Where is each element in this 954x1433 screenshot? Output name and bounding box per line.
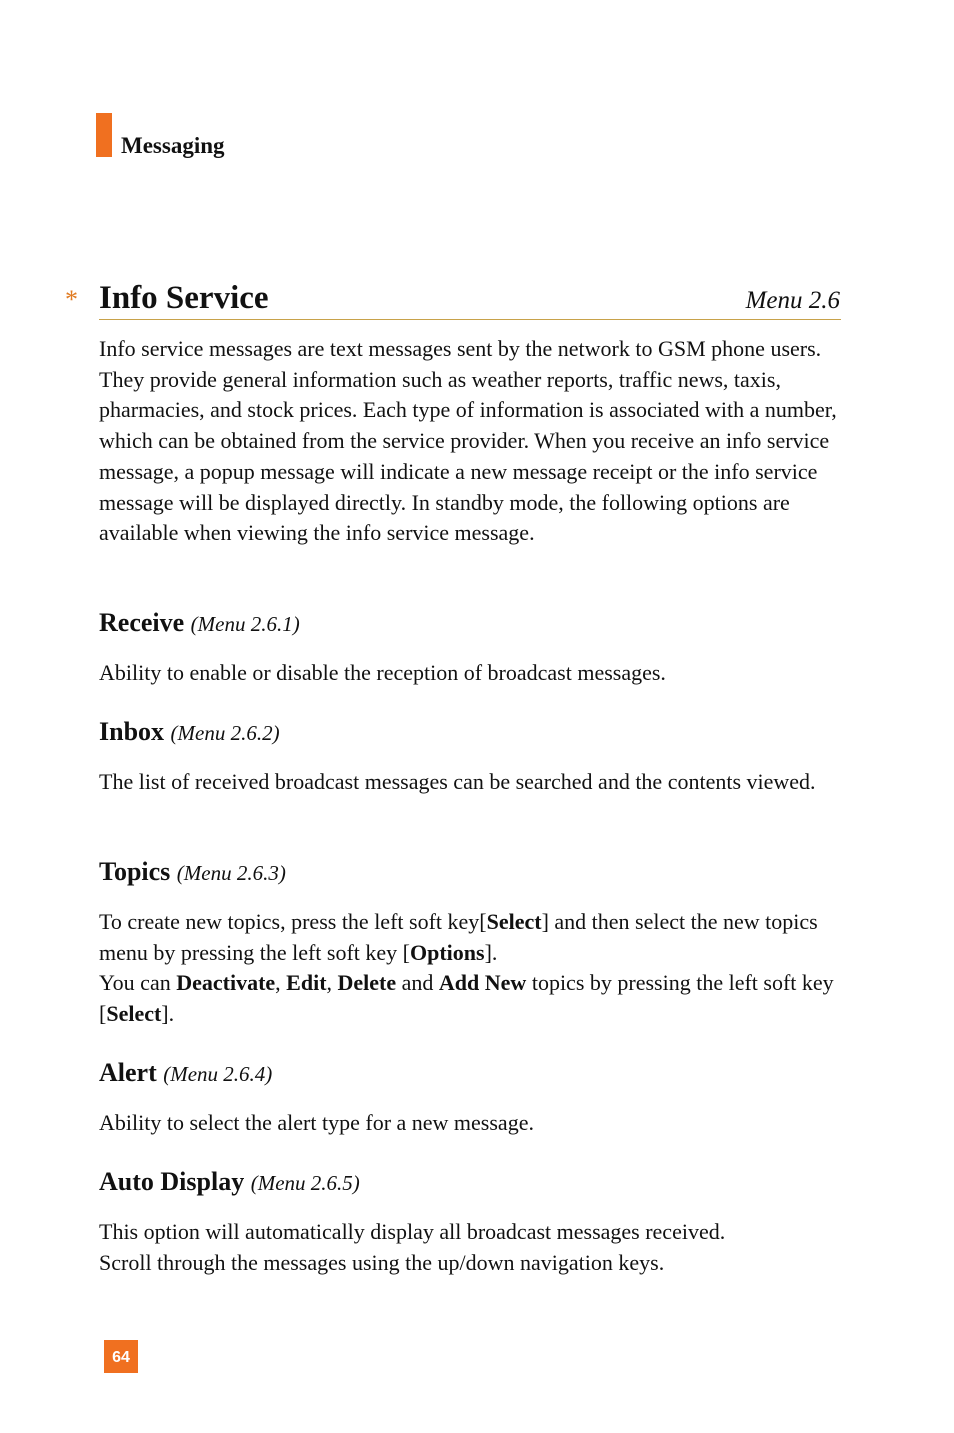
auto-display-line-2: Scroll through the messages using the up/down navigation keys. bbox=[99, 1249, 665, 1275]
topics-paragraph-1: To create new topics, press the left soft key[Select] and then select the new topics menu by pressing the left soft key [Options]. bbox=[99, 909, 818, 965]
topics-description bbox=[99, 907, 844, 1030]
heading-topics bbox=[99, 856, 286, 889]
heading-receive-menu: (Menu 2.6.1) bbox=[190, 612, 300, 636]
title-divider bbox=[99, 319, 841, 320]
page-title: Info Service bbox=[99, 280, 269, 316]
alert-description: Ability to select the alert type for a new message. bbox=[99, 1110, 534, 1135]
asterisk-icon: * bbox=[65, 285, 78, 314]
heading-alert-menu: (Menu 2.6.4) bbox=[163, 1062, 273, 1086]
heading-receive bbox=[99, 607, 300, 640]
heading-alert-title: Alert bbox=[99, 1058, 157, 1087]
heading-alert bbox=[99, 1057, 272, 1090]
heading-auto-display-title: Auto Display bbox=[99, 1167, 245, 1196]
delete-label: Delete bbox=[337, 970, 397, 996]
deactivate-label: Deactivate bbox=[176, 970, 276, 996]
heading-topics-menu: (Menu 2.6.3) bbox=[176, 861, 286, 885]
auto-display-line-1: This option will automatically display all broadcast messages received. bbox=[99, 1219, 726, 1244]
heading-auto-display bbox=[99, 1166, 360, 1199]
edit-label: Edit bbox=[286, 970, 327, 996]
intro-paragraph: Info service messages are text messages sent by the network to GSM phone users. They provide general information such as weather reports, traffic news, taxis, pharmacies, and stock prices. Each type of information is associated with a number, which can be obtained from the service provider. When you receive an info service message, a popup message will indicate a new message receipt or the info service message will be displayed directly. In standby mode, the following options are available when viewing the info service message. bbox=[99, 336, 837, 546]
topics-paragraph-2: You can Deactivate, Edit, Delete and Add New topics by pressing the left soft key [Select]. bbox=[99, 970, 834, 1027]
section-marker-bar bbox=[96, 113, 112, 157]
title-menu-ref: Menu 2.6 bbox=[745, 287, 840, 314]
section-label: Messaging bbox=[121, 133, 225, 158]
heading-inbox bbox=[99, 716, 280, 749]
page-number-badge: 64 bbox=[104, 1340, 138, 1373]
heading-inbox-title: Inbox bbox=[99, 717, 165, 746]
add-new-label: Add New bbox=[438, 970, 527, 996]
options-key-label: Options bbox=[410, 939, 485, 965]
receive-description: Ability to enable or disable the reception of broadcast messages. bbox=[99, 660, 666, 685]
select-key-label-2: Select bbox=[106, 1001, 162, 1027]
heading-inbox-menu: (Menu 2.6.2) bbox=[170, 721, 280, 745]
heading-topics-title: Topics bbox=[99, 857, 171, 886]
auto-display-description bbox=[99, 1217, 844, 1278]
heading-auto-display-menu: (Menu 2.6.5) bbox=[250, 1171, 360, 1195]
heading-receive-title: Receive bbox=[99, 608, 185, 637]
inbox-description: The list of received broadcast messages can be searched and the contents viewed. bbox=[99, 769, 816, 794]
select-key-label: Select bbox=[486, 909, 542, 934]
